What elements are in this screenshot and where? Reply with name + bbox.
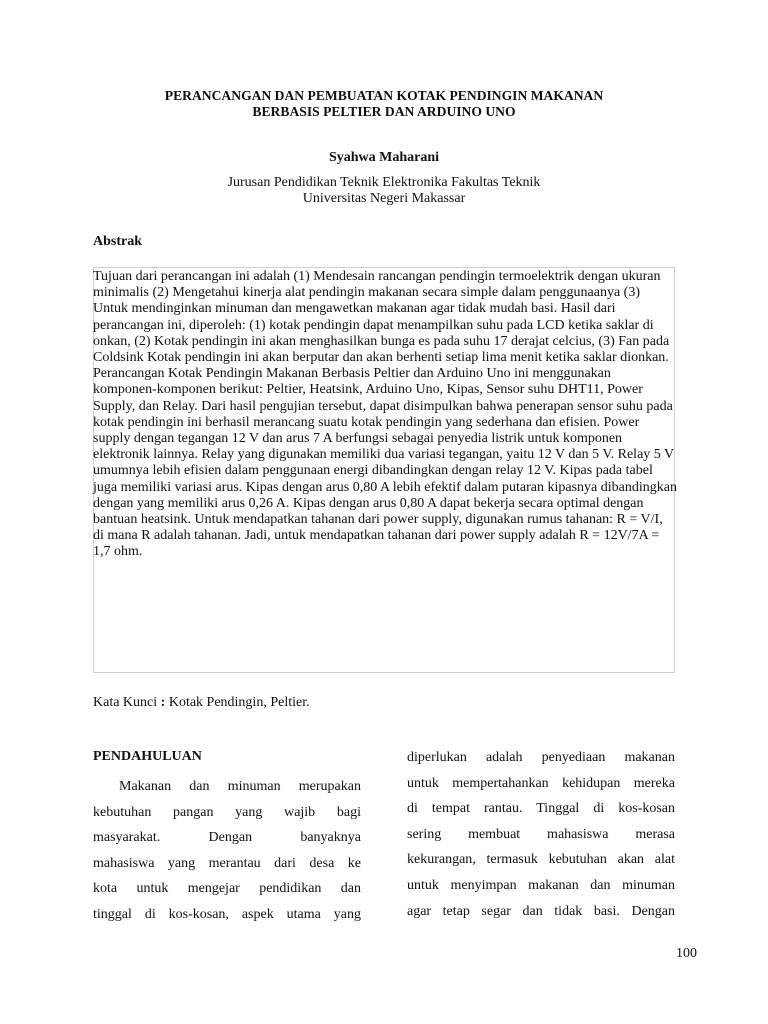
title-line-2: BERBASIS PELTIER DAN ARDUINO UNO <box>252 104 516 119</box>
abstract-heading: Abstrak <box>93 234 143 249</box>
author-name: Syahwa Maharani <box>328 150 440 165</box>
keywords-label: Kata Kunci <box>93 695 158 710</box>
keywords-value: Kotak Pendingin, Peltier. <box>168 695 310 710</box>
keywords-colon: : <box>160 695 166 710</box>
page-number: 100 <box>676 946 697 961</box>
keywords <box>93 695 310 711</box>
title-line-1: PERANCANGAN DAN PEMBUATAN KOTAK PENDINGIN MAKANAN <box>164 88 604 103</box>
right-line-2: untuk mempertahankan kehidupan mereka <box>407 775 675 791</box>
left-line-4: mahasiswa yang merantau dari desa ke <box>93 855 361 871</box>
left-column-paragraph <box>93 774 361 928</box>
left-line-6: tinggal di kos-kosan, aspek utama yang <box>93 906 361 922</box>
affiliation-line-2: Universitas Negeri Makassar <box>302 191 466 206</box>
right-line-3: di tempat rantau. Tinggal di kos-kosan <box>407 801 675 817</box>
right-line-4: sering membuat mahasiswa merasa <box>407 826 675 842</box>
affiliation-line-1: Jurusan Pendidikan Teknik Elektronika Fakultas Teknik <box>227 175 541 190</box>
paper-title <box>84 88 684 120</box>
author-affiliation <box>84 175 684 207</box>
left-line-2: kebutuhan pangan yang wajib bagi <box>93 804 361 820</box>
right-column <box>407 745 675 924</box>
right-line-6: untuk menyimpan makanan dan minuman <box>407 877 675 893</box>
right-line-5: kekurangan, termasuk kebutuhan akan alat <box>407 852 675 868</box>
left-line-1: Makanan dan minuman merupakan <box>119 779 361 794</box>
left-line-5: kota untuk mengejar pendidikan dan <box>93 881 361 897</box>
right-line-7: agar tetap segar dan tidak basi. Dengan <box>407 903 675 919</box>
left-line-3: masyarakat. Dengan banyaknya <box>93 830 361 846</box>
right-line-1: diperlukan adalah penyediaan makanan <box>407 750 675 765</box>
section-heading-pendahuluan: PENDAHULUAN <box>93 749 202 764</box>
left-column <box>93 749 361 928</box>
abstract-text: Tujuan dari perancangan ini adalah (1) Mendesain rancangan pendingin termoelektrik dengan ukuran minimalis (2) Mengetahui kinerja alat pendingin makanan secara simple dalam penggunaanya (3) Untuk mendinginkan minuman dan mengawetkan makanan agar tidak mudah basi. Hasil dari perancangan ini, diperoleh: (1) kotak pendingin dapat menampilkan suhu pada LCD ketika saklar di onkan, (2) Kotak pendingin ini akan menghasilkan bunga es pada suhu 17 derajat celcius, (3) Fan pada Coldsink Kotak pendingin ini akan berputar dan akan berhenti setiap lima menit ketika saklar dionkan. Perancangan Kotak Pendingin Makanan Berbasis Peltier dan Arduino Uno ini menggunakan komponen-komponen berikut: Peltier, Heatsink, Arduino Uno, Kipas, Sensor suhu DHT11, Power Supply, dan Relay. Dari hasil pengujian tersebut, dapat disimpulkan bahwa penerapan sensor suhu pada kotak pendingin ini berhasil merancang suatu kotak pendingin yang sederhana dan efisien. Power supply dengan tegangan 12 V dan arus 7 A berfungsi sebagai penyedia listrik untuk komponen elektronik lainnya. Relay yang digunakan memiliki dua variasi tegangan, yaitu 12 V dan 5 V. Relay 5 V umumnya lebih efisien dalam penggunaan energi dibandingkan dengan relay 12 V. Kipas pada tabel juga memiliki variasi arus. Kipas dengan arus 0,80 A lebih efektif dalam putaran kipasnya dibandingkan dengan yang memiliki arus 0,26 A. Kipas dengan arus 0,80 A dapat bekerja secara optimal dengan bantuan heatsink. Untuk mendapatkan tahanan dari power supply, digunakan rumus tahanan: R = V/I, di mana R adalah tahanan. Jadi, untuk mendapatkan tahanan dari power supply adalah R = 12V/7A = 1,7 ohm. <box>93 269 677 560</box>
